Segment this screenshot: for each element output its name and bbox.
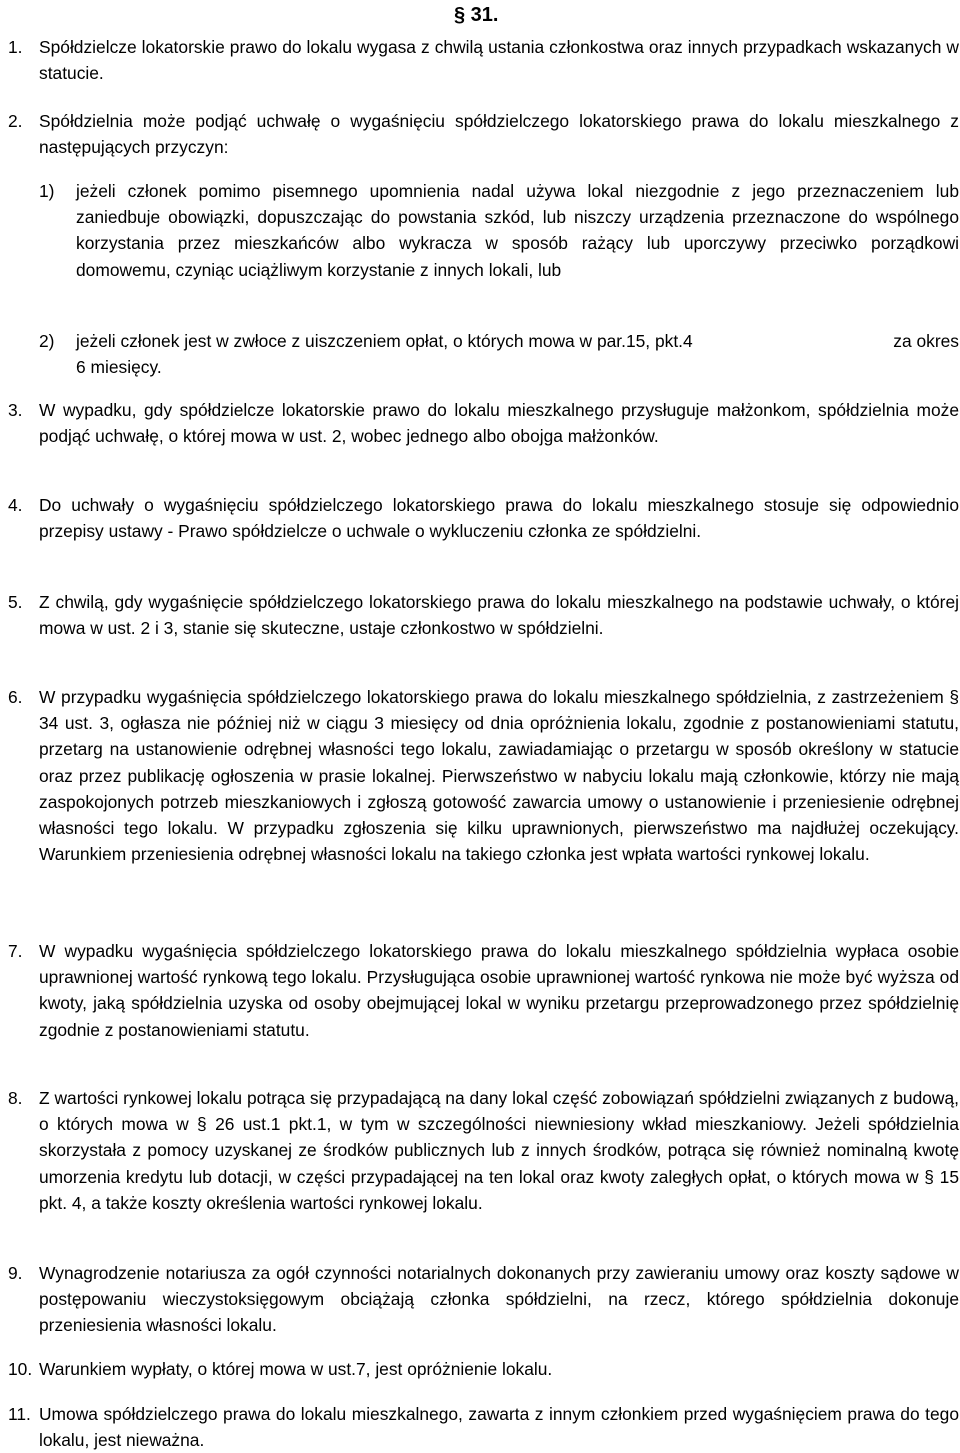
paragraph-text: W wypadku wygaśnięcia spółdzielczego lokatorskiego prawa do lokalu mieszkalnego spółdzielnia wypłaca osobie uprawnionej wartość rynkową tego lokalu. Przysługująca osobie uprawnionej wartość rynkowa nie może być wyższa od kwoty, jaką spółdzielnia uzyska od osoby obejmującej lokal w wyniku przetargu przeprowadzonego przez spółdzielnię zgodnie z postanowieniami statutu. [39,941,959,1040]
paragraph-number: 5. [8,592,23,612]
paragraph-number: 8. [8,1088,23,1108]
paragraph-6 [8,684,959,867]
paragraph-number: 9. [8,1263,23,1283]
list-item-text-continued: 6 miesięcy. [76,357,162,378]
paragraph-9 [8,1260,959,1339]
paragraph-1 [8,34,959,86]
paragraph-number: 2. [8,111,23,131]
list-item-text: jeżeli członek jest w zwłoce z uiszczeniem opłat, o których mowa w par.15, pkt.4 [76,331,693,351]
paragraph-number: 1. [8,37,23,57]
paragraph-7 [8,938,959,1043]
paragraph-text: Wynagrodzenie notariusza za ogół czynności notarialnych dokonanych przy zawieraniu umowy oraz koszty sądowe w postępowaniu wieczystoksięgowym obciążają członka spółdzielni, na rzecz, którego spółdzielnia dokonuje przeniesienia własności lokalu. [39,1263,959,1336]
paragraph-number: 4. [8,495,23,515]
paragraph-text: Z wartości rynkowej lokalu potrąca się przypadającą na dany lokal część zobowiązań spółdzielni związanych z budową, o których mowa w § 26 ust.1 pkt.1, w tym w szczególności niewniesiony wkład mieszkaniowy. Jeżeli spółdzielnia skorzystała z pomocy uzyskanej ze środków publicznych lub z innych środków, potrąca się również nominalną kwotę umorzenia kredytu lub dotacji, w części przypadającej na ten lokal oraz kwoty zaległych opłat, o których mowa w § 15 pkt. 4, a także koszty określenia wartości rynkowej lokalu. [39,1088,959,1213]
list-item-1 [39,178,959,283]
paragraph-text: Spółdzielcze lokatorskie prawo do lokalu wygasa z chwilą ustania członkostwa oraz innych przypadkach wskazanych w statucie. [39,37,959,84]
list-item-number: 1) [39,181,55,201]
paragraph-4 [8,492,959,544]
paragraph-number: 6. [8,687,23,707]
paragraph-10 [8,1356,959,1382]
paragraph-8 [8,1085,959,1216]
list-item-text-right: za okres [893,331,959,351]
paragraph-number: 11. [8,1404,31,1424]
list-item-text: jeżeli członek pomimo pisemnego upomnienia nadal używa lokal niezgodnie z jego przeznaczeniem lub zaniedbuje obowiązki, dopuszczając do powstania szkód, lub niszczy urządzenia przeznaczone do wspólnego korzystania przez mieszkańców albo wykracza w sposób rażący lub uporczywy przeciwko porządkowi domowemu, czyniąc uciążliwym korzystanie z innych lokali, lub [76,181,959,280]
paragraph-text: Umowa spółdzielczego prawa do lokalu mieszkalnego, zawarta z innym członkiem przed wygaśnięciem prawa do tego lokalu, jest nieważna. [39,1404,959,1451]
paragraph-3 [8,397,959,449]
section-heading: § 31. [454,4,499,26]
list-item-2 [39,328,959,380]
paragraph-11 [8,1401,959,1453]
paragraph-text: W wypadku, gdy spółdzielcze lokatorskie prawo do lokalu mieszkalnego przysługuje małżonkom, spółdzielnia może podjąć uchwałę, o której mowa w ust. 2, wobec jednego albo obojga małżonków. [39,400,959,447]
paragraph-number: 3. [8,400,23,420]
paragraph-text: Z chwilą, gdy wygaśnięcie spółdzielczego lokatorskiego prawa do lokalu mieszkalnego na podstawie uchwały, o której mowa w ust. 2 i 3, stanie się skuteczne, ustaje członkostwo w spółdzielni. [39,592,959,639]
paragraph-5 [8,589,959,641]
paragraph-text: Warunkiem wypłaty, o której mowa w ust.7, jest opróżnienie lokalu. [39,1359,553,1379]
paragraph-number: 7. [8,941,23,961]
paragraph-text: Do uchwały o wygaśnięciu spółdzielczego lokatorskiego prawa do lokalu mieszkalnego stosuje się odpowiednio przepisy ustawy - Prawo spółdzielcze o uchwale o wykluczeniu członka ze spółdzielni. [39,495,959,542]
paragraph-text: W przypadku wygaśnięcia spółdzielczego lokatorskiego prawa do lokalu mieszkalnego spółdzielnia, z zastrzeżeniem § 34 ust. 3, ogłasza nie później niż w ciągu 3 miesięcy od dnia opróżnienia lokalu, zgodnie z postanowieniami statutu, przetarg na ustanowienie odrębnej własności tego lokalu, zawiadamiając o przetargu w sposób określony w statucie oraz przez publikację ogłoszenia w prasie lokalnej. Pierwszeństwo w nabyciu lokalu mają członkowie, którzy nie mają zaspokojonych potrzeb mieszkaniowych i zgłoszą gotowość zawarcia umowy o ustanowienie i przeniesienie odrębnej własności tego lokalu. W przypadku zgłoszenia się kilku uprawnionych, pierwszeństwo ma najdłużej oczekujący. Warunkiem przeniesienia odrębnej własności lokalu na takiego członka jest wpłata wartości rynkowej lokalu. [39,687,959,865]
list-item-number: 2) [39,331,55,351]
paragraph-text: Spółdzielnia może podjąć uchwałę o wygaśnięciu spółdzielczego lokatorskiego prawa do lokalu mieszkalnego z następujących przyczyn: [39,111,959,158]
paragraph-2 [8,108,959,160]
paragraph-number: 10. [8,1359,33,1379]
